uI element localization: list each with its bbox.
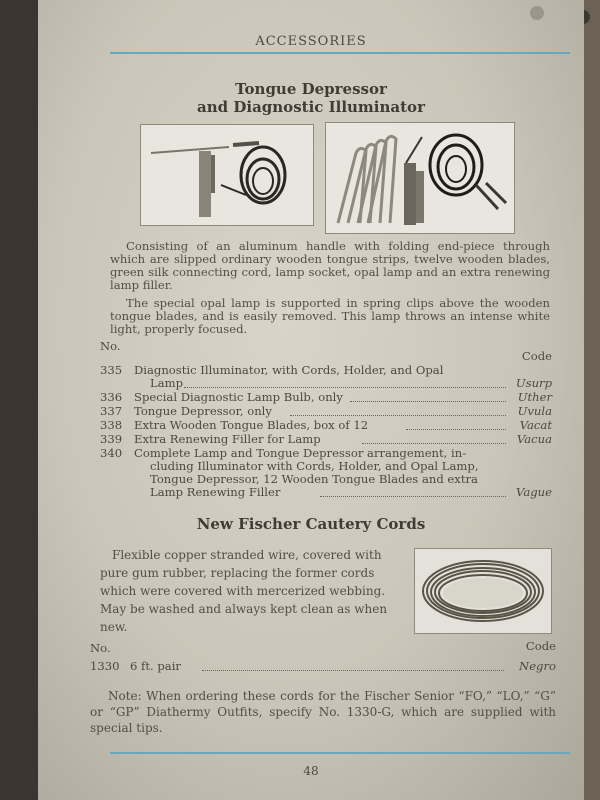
item-code: Uther [517,390,552,404]
item-row-continued [100,486,552,499]
item-number: 336 [100,390,123,404]
leader-dots [290,415,506,416]
leader-dots [350,401,506,402]
item-row [100,419,552,432]
section-title-line1: Tongue Depressor [235,80,387,98]
note-text: Note: When ordering these cords for the Fischer Senior “FO,” “LO,” “G” or “GP” Diathermy Outfits, specify No. 1330-G, which are supplied with special tips. [90,689,556,735]
item-description-continued: Tongue Depressor, 12 Wooden Tongue Blades and extra [150,472,478,486]
item-number: 335 [100,363,123,377]
item-description: Extra Renewing Filler for Lamp [134,432,321,446]
item-row [90,660,556,673]
column-no: No. [100,339,121,353]
table-header-code [100,350,552,363]
item-description-continued: Lamp Renewing Filler [150,485,281,499]
leader-dots [184,387,506,388]
cautery-cords-description [100,546,416,636]
item-code: Negro [519,659,556,673]
footer-rule [110,752,570,754]
column-code: Code [521,349,552,363]
leader-dots [362,443,506,444]
tongue-depressor-photo [140,124,314,226]
cautery-cords-title: New Fischer Cautery Cords [196,515,426,533]
item-description: 6 ft. pair [130,659,181,673]
item-description-continued: Lamp [150,376,184,390]
description-line: new. [100,620,128,634]
leader-dots [320,496,506,497]
item-description: Special Diagnostic Lamp Bulb, only [134,390,343,404]
column-no: No. [90,641,111,655]
section1-description [110,240,550,341]
description-line: May be washed and always kept clean as when [100,602,388,616]
item-row [100,405,552,418]
column-code: Code [525,639,556,653]
item-row-continued [100,377,552,390]
item-code: Vacua [516,432,552,446]
header-rule [110,52,570,54]
item-number: 337 [100,404,123,418]
description-paragraph-1: Consisting of an aluminum handle with folding end-piece through which are slipped ordinary wooden tongue strips, twelve wooden blades, green silk connecting cord, lamp socket, opal lamp and an extra renewing lamp filler. [110,239,550,292]
adjacent-page-edge [584,0,600,800]
item-code: Uvula [517,404,552,418]
item-description: Tongue Depressor, only [134,404,272,418]
binder-hole [530,6,544,20]
cords-table-header [90,639,556,655]
item-code: Usurp [515,376,552,390]
description-line: which were covered with mercerized webbing. [100,584,386,598]
cautery-cord-photo [414,548,552,634]
item-number: 339 [100,432,123,446]
item-row [100,391,552,404]
illuminator-blades-photo [325,122,515,234]
leader-dots [202,670,504,671]
description-line: pure gum rubber, replacing the former cords [100,566,375,580]
page-number: 48 [303,764,319,778]
item-number: 338 [100,418,123,432]
item-row [100,433,552,446]
leader-dots [406,429,506,430]
section-title-line2: and Diagnostic Illuminator [197,98,425,116]
description-paragraph-2: The special opal lamp is supported in spring clips above the wooden tongue blades, and is easily removed. This lamp throws an intense white light, properly focused. [110,296,550,336]
item-code: Vacat [519,418,552,432]
item-number: 340 [100,446,123,460]
item-number: 1330 [90,659,120,673]
description-line: Flexible copper stranded wire, covered with [112,548,382,562]
cords-note [90,688,556,741]
catalog-page [38,0,584,800]
page-header: ACCESSORIES [255,34,367,49]
item-description: Complete Lamp and Tongue Depressor arrangement, in- [134,446,467,460]
item-code: Vague [516,485,552,499]
item-description: Extra Wooden Tongue Blades, box of 12 [134,418,369,432]
item-description: Diagnostic Illuminator, with Cords, Holder, and Opal [134,363,444,377]
item-description-continued: cluding Illuminator with Cords, Holder, and Opal Lamp, [150,459,479,473]
